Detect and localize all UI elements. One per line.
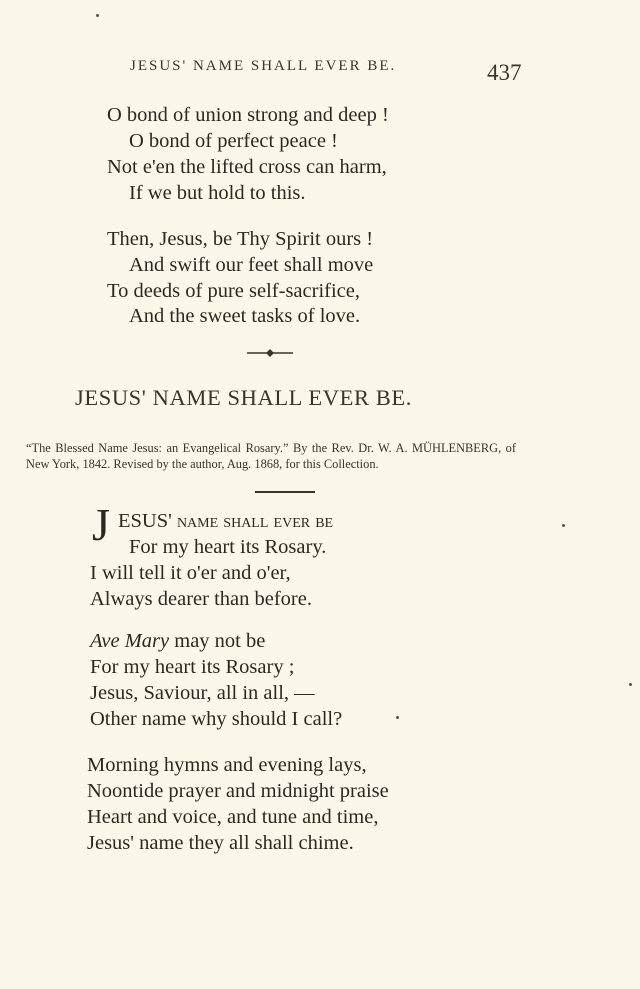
verse-line: Heart and voice, and tune and time,	[87, 806, 379, 828]
hymn-title: JESUS' NAME SHALL EVER BE.	[75, 385, 412, 410]
first-line-text: ESUS' name shall ever be	[118, 510, 334, 532]
verse-line: Always dearer than before.	[90, 588, 312, 610]
verse-line: Noontide prayer and midnight praise	[87, 780, 389, 802]
paper-speck	[96, 14, 99, 17]
verse-line: Other name why should I call?	[90, 708, 343, 730]
paper-speck	[396, 716, 399, 719]
verse-line: I will tell it o'er and o'er,	[90, 562, 291, 584]
hymn-source-note: “The Blessed Name Jesus: an Evangelical Rosary.” By the Rev. Dr. W. A. MÜHLENBERG, of New York, 1842. Revised by the author, Aug. 1868, for this Collection.	[26, 441, 516, 471]
verse-line: Morning hymns and evening lays,	[87, 754, 367, 776]
verse-line-first	[118, 510, 333, 533]
italic-phrase: Ave Mary	[90, 630, 170, 652]
running-head: JESUS' NAME SHALL EVER BE.	[130, 58, 397, 74]
verse-line: Jesus, Saviour, all in all, —	[90, 682, 315, 704]
verse-line: And the sweet tasks of love.	[129, 305, 361, 327]
verse-line: And swift our feet shall move	[129, 254, 374, 276]
verse-line: O bond of union strong and deep !	[107, 104, 389, 126]
paper-speck	[562, 524, 565, 527]
section-ornament	[245, 346, 295, 360]
drop-cap: J	[92, 499, 110, 550]
verse-line: Then, Jesus, be Thy Spirit ours !	[107, 228, 374, 250]
verse-line: For my heart its Rosary.	[129, 536, 327, 558]
paper-speck	[629, 683, 632, 686]
verse-line: To deeds of pure self-sacrifice,	[107, 280, 360, 302]
verse-line	[90, 630, 265, 653]
divider-rule	[255, 491, 315, 493]
verse-line: Not e'en the lifted cross can harm,	[107, 156, 387, 178]
verse-line: O bond of perfect peace !	[129, 130, 338, 152]
verse-line: For my heart its Rosary ;	[90, 656, 295, 678]
verse-line: If we but hold to this.	[129, 182, 306, 204]
verse-line: Jesus' name they all shall chime.	[87, 832, 354, 854]
page-number: 437	[487, 60, 522, 85]
line-rest: may not be	[169, 630, 266, 652]
